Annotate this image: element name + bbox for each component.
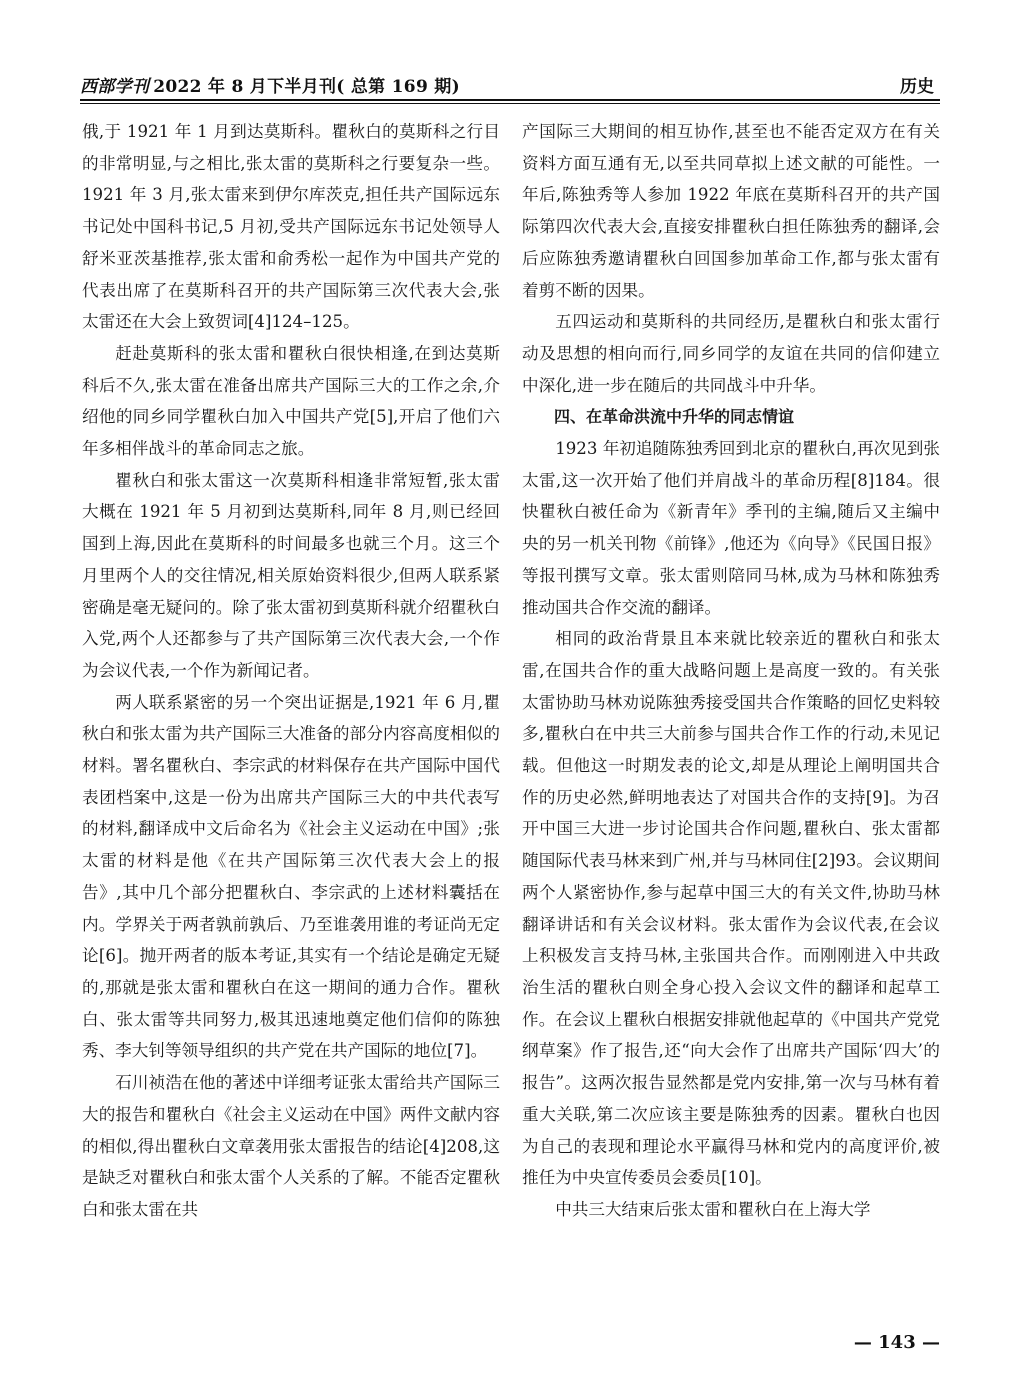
header-rule [80, 99, 940, 101]
paragraph: 两人联系紧密的另一个突出证据是,1921 年 6 月,瞿秋白和张太雷为共产国际三大准备的部分内容高度相似的材料。署名瞿秋白、李宗武的材料保存在共产国际中国代表团档案中,这是一份为出席共产国际三大的中共代表写的材料,翻译成中文后命名为《社会主义运动在中国》;张太雷的材料是他《在共产国际第三次代表大会上的报告》,其中几个部分把瞿秋白、李宗武的上述材料囊括在内。学界关于两者孰前孰后、乃至谁袭用谁的考证尚无定论[6]。抛开两者的版本考证,其实有一个结论是确定无疑的,那就是张太雷和瞿秋白在这一期间的通力合作。瞿秋白、张太雷等共同努力,极其迅速地奠定他们信仰的陈独秀、李大钊等领导组织的共产党在共产国际的地位[7]。 [82, 692, 500, 1061]
paragraph: 石川祯浩在他的著述中详细考证张太雷给共产国际三大的报告和瞿秋白《社会主义运动在中国》两件文献内容的相似,得出瞿秋白文章袭用张太雷报告的结论[4]208,这是缺乏对瞿秋白和张太雷个人关系的了解。不能否定瞿秋白和张太雷在共 [82, 1073, 500, 1219]
paragraph: 五四运动和莫斯科的共同经历,是瞿秋白和张太雷行动及思想的相向而行,同乡同学的友谊在共同的信仰建立中深化,进一步在随后的共同战斗中升华。 [522, 312, 940, 395]
left-column [82, 116, 500, 1226]
paragraph: 赶赴莫斯科的张太雷和瞿秋白很快相逢,在到达莫斯科后不久,张太雷在准备出席共产国际三大的工作之余,介绍他的同乡同学瞿秋白加入中国共产党[5],开启了他们六年多相伴战斗的革命同志之旅。 [82, 343, 500, 459]
paragraph: 俄,于 1921 年 1 月到达莫斯科。瞿秋白的莫斯科之行目的非常明显,与之相比,张太雷的莫斯科之行要复杂一些。1921 年 3 月,张太雷来到伊尔库茨克,担任共产国际远东书记处中国科书记,5 月初,受共产国际远东书记处领导人舒米亚茨基推荐,张太雷和俞秀松一起作为中国共产党的代表出席了在莫斯科召开的共产国际第三次代表大会,张太雷还在大会上致贺词[4]124–125。 [82, 122, 500, 332]
journal-logo: 西部学刊 [80, 77, 150, 97]
page-number: — 143 — [853, 1332, 940, 1353]
paragraph: 1923 年初追随陈独秀回到北京的瞿秋白,再次见到张太雷,这一次开始了他们并肩战斗的革命历程[8]184。很快瞿秋白被任命为《新青年》季刊的主编,随后又主编中央的另一机关刊物《前锋》,他还为《向导》《民国日报》等报刊撰写文章。张太雷则陪同马林,成为马林和陈独秀推动国共合作交流的翻译。 [522, 439, 940, 617]
section-label: 历史 [900, 77, 934, 97]
paragraph: 瞿秋白和张太雷这一次莫斯科相逢非常短暂,张太雷大概在 1921 年 5 月初到达莫斯科,同年 8 月,则已经回国到上海,因此在莫斯科的时间最多也就三个月。这三个月里两个人的交往情况,相关原始资料很少,但两人联系紧密确是毫无疑问的。除了张太雷初到莫斯科就介绍瞿秋白入党,两个人还都参与了共产国际第三次代表大会,一个作为会议代表,一个作为新闻记者。 [82, 470, 500, 680]
right-column [522, 116, 940, 1226]
issue-info: 2022 年 8 月下半月刊( 总第 169 期) [153, 77, 460, 97]
paragraph: 产国际三大期间的相互协作,甚至也不能否定双方在有关资料方面互通有无,以至共同草拟上述文献的可能性。一年后,陈独秀等人参加 1922 年底在莫斯科召开的共产国际第四次代表大会,直接安排瞿秋白担任陈独秀的翻译,会后应陈独秀邀请瞿秋白回国参加革命工作,都与张太雷有着剪不断的因果。 [522, 122, 940, 300]
paragraph: 中共三大结束后张太雷和瞿秋白在上海大学 [555, 1199, 871, 1219]
journal-title [80, 72, 460, 97]
header-rule-thin [80, 103, 940, 104]
section-heading: 四、在革命洪流中升华的同志情谊 [554, 407, 795, 427]
paragraph: 相同的政治背景且本来就比较亲近的瞿秋白和张太雷,在国共合作的重大战略问题上是高度一致的。有关张太雷协助马林劝说陈独秀接受国共合作策略的回忆史料较多,瞿秋白在中共三大前参与国共合作工作的行动,未见记载。但他这一时期发表的论文,却是从理论上阐明国共合作的历史必然,鲜明地表达了对国共合作的支持[9]。为召开中国三大进一步讨论国共合作问题,瞿秋白、张太雷都随国际代表马林来到广州,并与马林同住[2]93。会议期间两个人紧密协作,参与起草中国三大的有关文件,协助马林翻译讲话和有关会议材料。张太雷作为会议代表,在会议上积极发言支持马林,主张国共合作。而刚刚进入中共政治生活的瞿秋白则全身心投入会议文件的翻译和起草工作。在会议上瞿秋白根据安排就他起草的《中国共产党党纲草案》作了报告,还“向大会作了出席共产国际‘四大’的报告”。这两次报告显然都是党内安排,第一次与马林有着重大关联,第二次应该主要是陈独秀的因素。瞿秋白也因为自己的表现和理论水平赢得马林和党内的高度评价,被推任为中央宣传委员会委员[10]。 [522, 629, 940, 1188]
